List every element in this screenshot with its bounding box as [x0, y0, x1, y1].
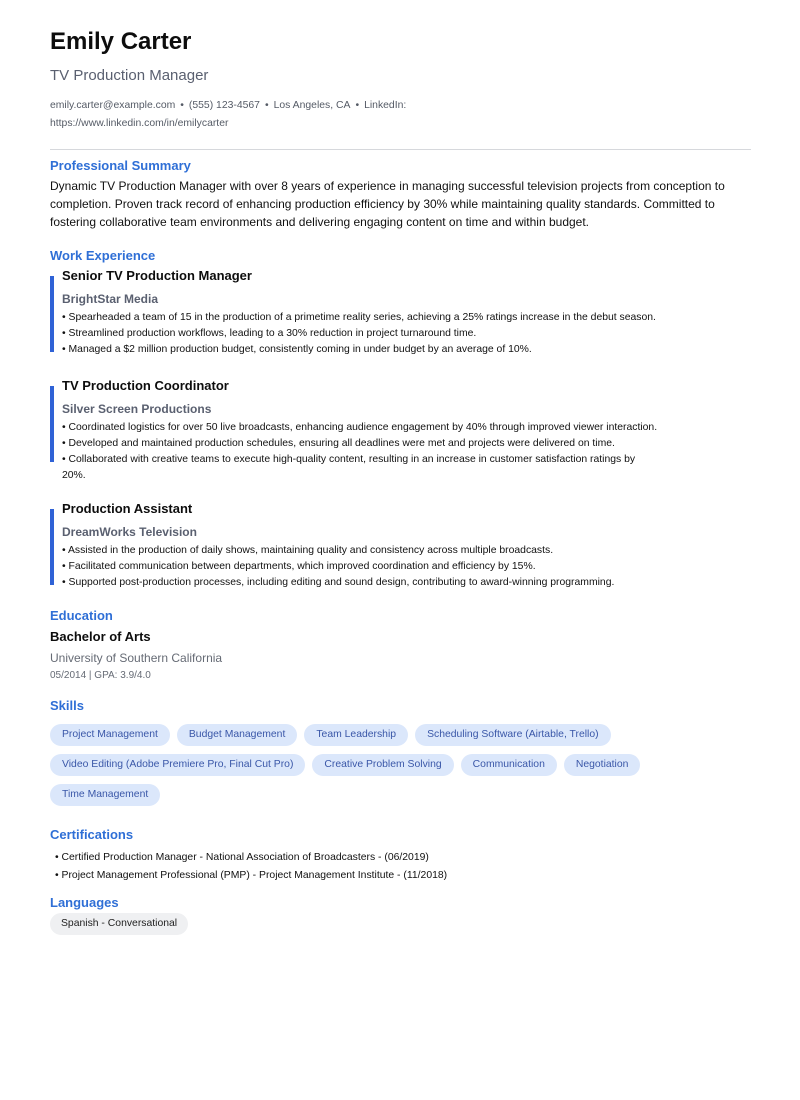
- job-accent-bar: [50, 386, 54, 462]
- job-bullet: • Developed and maintained production schedules, ensuring all deadlines were met and projects were delivered on time.: [62, 438, 615, 449]
- languages-heading: Languages: [50, 895, 119, 910]
- skill-chip: Time Management: [50, 784, 160, 806]
- job-bullet: • Managed a $2 million production budget, consistently coming in under budget by an average of 10%.: [62, 344, 532, 355]
- skills-list: [50, 724, 660, 814]
- job-entry: [50, 268, 751, 358]
- contact-separator: •: [264, 100, 269, 111]
- summary-text: Dynamic TV Production Manager with over 8 years of experience in managing successful television projects from conception to completion. Proven track record of enhancing production efficiency by 30% while maintaining quality standards. Committed to fostering collaborative team environments and delivering engaging content on time and within budget.: [50, 179, 725, 229]
- school-name: University of Southern California: [50, 651, 223, 665]
- experience-heading: Work Experience: [50, 248, 156, 263]
- contact-separator: •: [180, 100, 184, 111]
- job-entry: [50, 501, 751, 591]
- email-link[interactable]: emily.carter@example.com: [50, 100, 176, 111]
- job-role: Senior TV Production Manager: [62, 268, 252, 283]
- skill-chip: Team Leadership: [304, 724, 408, 746]
- certifications-list: [50, 849, 751, 885]
- job-role: TV Production Coordinator: [62, 378, 229, 393]
- certification-item: • Certified Production Manager - National Association of Broadcasters - (06/2019): [55, 852, 429, 863]
- skill-chip: Budget Management: [177, 724, 297, 746]
- skills-heading: Skills: [50, 698, 84, 713]
- contact-separator: •: [355, 100, 360, 111]
- job-accent-bar: [50, 509, 54, 585]
- certifications-heading: Certifications: [50, 827, 134, 842]
- job-bullets: [62, 310, 751, 358]
- header-divider: [50, 149, 751, 150]
- job-company: BrightStar Media: [62, 292, 159, 306]
- job-bullets: [62, 420, 751, 484]
- skill-chip: Video Editing (Adobe Premiere Pro, Final Cut Pro): [50, 754, 305, 776]
- degree-text: Bachelor of Arts: [50, 629, 151, 644]
- skill-chip: Creative Problem Solving: [312, 754, 453, 776]
- linkedin-label: LinkedIn:: [364, 100, 407, 111]
- job-bullets: [62, 543, 751, 591]
- location-text: Los Angeles, CA: [273, 100, 351, 111]
- job-entry: [50, 378, 751, 484]
- job-bullet: • Spearheaded a team of 15 in the production of a primetime reality series, achieving a 25% ratings increase in the debut season.: [62, 312, 656, 323]
- linkedin-link[interactable]: https://www.linkedin.com/in/emilycarter: [50, 118, 229, 129]
- job-bullet: • Supported post-production processes, including editing and sound design, contributing to award-winning programming.: [62, 577, 615, 588]
- languages-list: [50, 911, 751, 935]
- education-heading: Education: [50, 608, 113, 623]
- skill-chip: Scheduling Software (Airtable, Trello): [415, 724, 611, 746]
- candidate-title: TV Production Manager: [50, 67, 209, 84]
- phone-text: (555) 123-4567: [188, 100, 260, 111]
- contact-info: [50, 97, 430, 133]
- job-company: DreamWorks Television: [62, 525, 197, 539]
- job-bullet: • Collaborated with creative teams to execute high-quality content, resulting in an increase in customer satisfaction ratings by 20%.: [62, 454, 636, 481]
- language-chip: Spanish - Conversational: [50, 913, 188, 935]
- job-bullet: • Streamlined production workflows, leading to a 30% reduction in project turnaround time.: [62, 328, 477, 339]
- certification-item: • Project Management Professional (PMP) - Project Management Institute - (11/2018): [55, 870, 448, 881]
- job-company: Silver Screen Productions: [62, 402, 212, 416]
- job-bullet: • Assisted in the production of daily shows, maintaining quality and consistency across multiple broadcasts.: [62, 545, 554, 556]
- job-bullet: • Coordinated logistics for over 50 live broadcasts, enhancing audience engagement by 40% through improved viewer interaction.: [62, 422, 658, 433]
- skill-chip: Negotiation: [564, 754, 641, 776]
- job-bullet: • Facilitated communication between departments, which improved coordination and efficiency by 15%.: [62, 561, 536, 572]
- skill-chip: Project Management: [50, 724, 170, 746]
- skill-chip: Communication: [461, 754, 557, 776]
- education-meta: 05/2014 | GPA: 3.9/4.0: [50, 670, 151, 681]
- job-accent-bar: [50, 276, 54, 352]
- job-role: Production Assistant: [62, 501, 193, 516]
- candidate-name: Emily Carter: [50, 28, 192, 55]
- summary-heading: Professional Summary: [50, 158, 191, 173]
